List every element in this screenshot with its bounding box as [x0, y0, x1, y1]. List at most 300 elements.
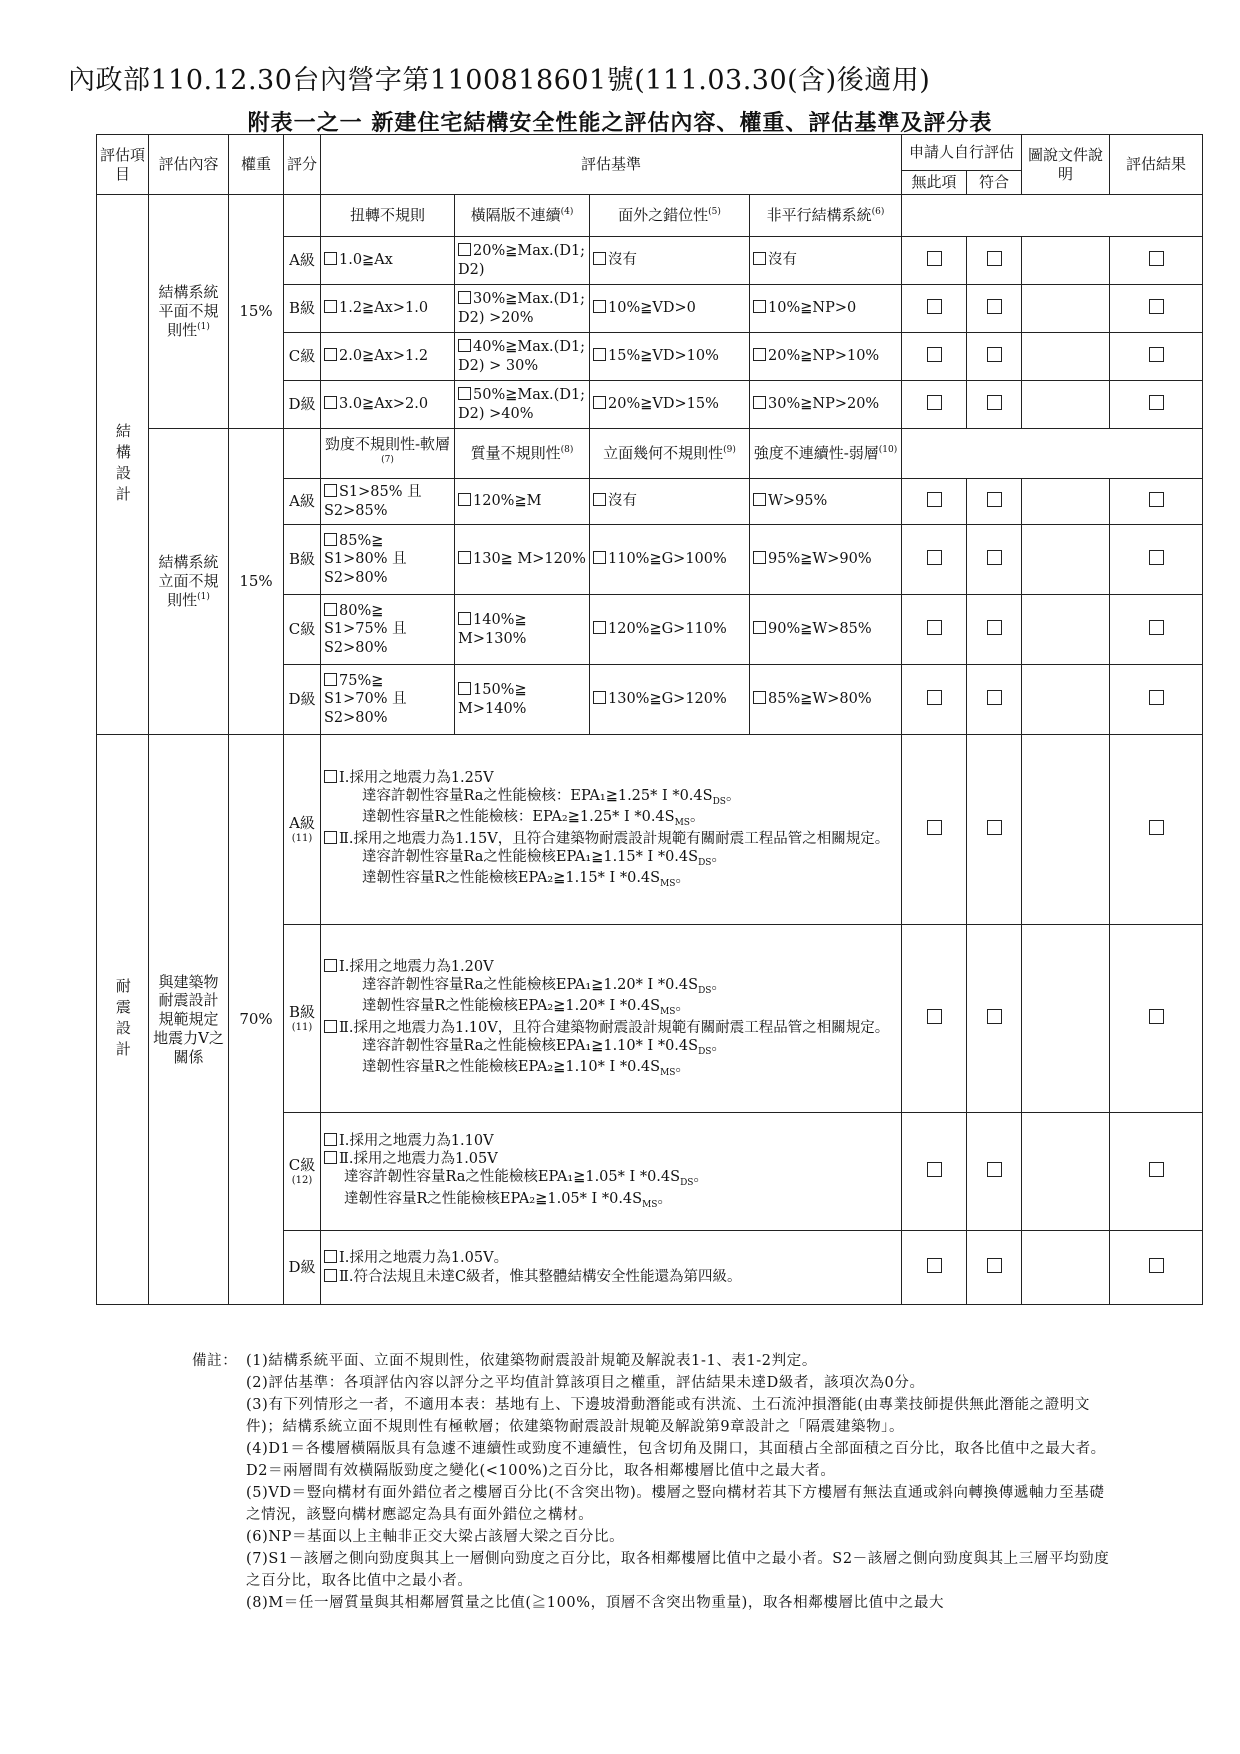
- checkbox[interactable]: [324, 673, 337, 686]
- checkbox[interactable]: [324, 252, 337, 265]
- plan-grade-a: A級: [284, 237, 321, 285]
- elev-col-3-sup: (10): [878, 445, 898, 456]
- elev-d-c0: [321, 665, 455, 735]
- criterion-sub: DS: [680, 1178, 694, 1189]
- result-checkbox[interactable]: [1149, 251, 1164, 266]
- table-title: 附表一之一 新建住宅結構安全性能之評估內容、權重、評估基準及評分表: [247, 110, 993, 136]
- head-applicant: 申請人自行評估: [902, 135, 1022, 171]
- plan-col-header-row: [97, 195, 1203, 237]
- plan-d-na: [902, 381, 967, 429]
- criterion-text: 沒有: [608, 493, 637, 510]
- checkbox[interactable]: [324, 1151, 337, 1164]
- plan-col-1-label: 橫隔版不連續: [470, 206, 561, 225]
- plan-b-c1: [455, 285, 590, 333]
- seismic-a-pass: [967, 735, 1022, 925]
- criterion-text: 120%≧M: [473, 493, 542, 510]
- seismic-d-result: [1110, 1231, 1203, 1305]
- pass-checkbox[interactable]: [987, 620, 1002, 635]
- elev-d-doc[interactable]: [1022, 665, 1110, 735]
- plan-c-c3: [750, 333, 902, 381]
- criterion-text: 30%≧NP>20%: [768, 396, 880, 413]
- checkbox[interactable]: [458, 682, 471, 695]
- elev-a-c0: [321, 479, 455, 525]
- elev-grade-a: A級: [284, 479, 321, 525]
- elev-a-c1: [455, 479, 590, 525]
- head-pass: 符合: [967, 171, 1022, 195]
- na-checkbox[interactable]: [927, 550, 942, 565]
- plan-col-3: [750, 195, 902, 237]
- checkbox[interactable]: [753, 348, 766, 361]
- note-1: (1)結構系統平面、立面不規則性，依建築物耐震設計規範及解說表1-1、表1-2判定。: [246, 1353, 817, 1369]
- head-item: 評估項目: [97, 135, 149, 195]
- criterion-text: 120%≧G>110%: [608, 621, 727, 638]
- criterion-text: 110%≧G>100%: [608, 551, 727, 568]
- criterion-text: 10%≧NP>0: [768, 300, 857, 317]
- seismic-grade-a-sup: (11): [291, 832, 313, 844]
- checkbox[interactable]: [324, 1269, 337, 1282]
- plan-d-c0: [321, 381, 455, 429]
- plan-a-pass: [967, 237, 1022, 285]
- result-checkbox[interactable]: [1149, 347, 1164, 362]
- elev-content-sup: (1): [197, 591, 210, 602]
- elev-col-3-label: 強度不連續性-弱層: [753, 444, 879, 463]
- document-header: 內政部110.12.30台內營字第1100818601號(111.03.30(含)後適用): [68, 65, 931, 96]
- plan-c-pass: [967, 333, 1022, 381]
- criterion-sub: MS: [642, 1199, 658, 1210]
- elev-c-c1: [455, 595, 590, 665]
- criterion-text: 20%≧NP>10%: [768, 348, 880, 365]
- plan-col-1: [455, 195, 590, 237]
- pass-checkbox[interactable]: [987, 347, 1002, 362]
- plan-b-c3: [750, 285, 902, 333]
- elev-d-na: [902, 665, 967, 735]
- result-checkbox[interactable]: [1149, 299, 1164, 314]
- elev-c-doc[interactable]: [1022, 595, 1110, 665]
- checkbox[interactable]: [324, 533, 337, 546]
- checkbox[interactable]: [324, 484, 337, 497]
- checkbox[interactable]: [324, 396, 337, 409]
- elev-b-na: [902, 525, 967, 595]
- seismic-grade-a-cell: [284, 735, 321, 925]
- checkbox[interactable]: [458, 339, 471, 352]
- criterion-text: Ⅱ.採用之地震力為1.15V，且符合建築物耐震設計規範有關耐震工程品管之相關規定。: [339, 830, 890, 847]
- checkbox[interactable]: [458, 551, 471, 564]
- result-checkbox[interactable]: [1149, 690, 1164, 705]
- criterion-text: 達韌性容量R之性能檢核EPA₂≧1.10* I *0.4S: [362, 1058, 661, 1075]
- elev-c-c3: [750, 595, 902, 665]
- elev-a-c3: [750, 479, 902, 525]
- na-checkbox[interactable]: [927, 347, 942, 362]
- notes-label: 備註：: [192, 1353, 238, 1369]
- checkbox[interactable]: [753, 621, 766, 634]
- plan-col-3-label: 非平行結構系統: [766, 206, 872, 225]
- struct-item: 結構設計: [113, 422, 132, 507]
- plan-c-result: [1110, 333, 1203, 381]
- plan-a-c2: [590, 237, 750, 285]
- elev-b-c0: [321, 525, 455, 595]
- checkbox[interactable]: [753, 551, 766, 564]
- pass-checkbox[interactable]: [987, 1009, 1002, 1024]
- elev-col-0-sup: (7): [381, 454, 394, 465]
- result-checkbox[interactable]: [1149, 820, 1164, 835]
- plan-d-c3: [750, 381, 902, 429]
- checkbox[interactable]: [753, 493, 766, 506]
- elev-col-1-label: 質量不規則性: [470, 444, 561, 463]
- criterion-sub: DS: [698, 857, 712, 868]
- criterion-text: Ⅱ.採用之地震力為1.05V: [339, 1151, 498, 1168]
- seismic-b-na: [902, 925, 967, 1113]
- checkbox[interactable]: [753, 252, 766, 265]
- note-3: (3)有下列情形之一者，不適用本表：基地有上、下邊坡滑動潛能或有洪流、土石流沖損潛能(由專業技師提供無此潛能之證明文件)；結構系統立面不規則性有極軟層；依建築物耐震設計規範及解說第9章設計之「隔震建築物」。: [246, 1397, 1090, 1435]
- criterion-text: 達容許韌性容量Ra之性能檢核EPA₁≧1.15* I *0.4S: [362, 848, 699, 865]
- checkbox[interactable]: [458, 612, 471, 625]
- checkbox[interactable]: [458, 243, 471, 256]
- criterion-text: Ⅰ.採用之地震力為1.05V。: [339, 1250, 509, 1267]
- elev-b-c2: [590, 525, 750, 595]
- plan-b-result: [1110, 285, 1203, 333]
- plan-c-c2: [590, 333, 750, 381]
- plan-col-0-label: 扭轉不規則: [349, 206, 425, 225]
- seismic-c-pass: [967, 1113, 1022, 1231]
- checkbox[interactable]: [324, 1133, 337, 1146]
- result-checkbox[interactable]: [1149, 1162, 1164, 1177]
- pass-checkbox[interactable]: [987, 251, 1002, 266]
- head-doc: 圖說文件說明: [1022, 135, 1110, 195]
- seismic-item: 耐震設計: [113, 977, 132, 1062]
- elev-col-2-sup: (9): [723, 445, 736, 456]
- notes-block: [192, 1350, 1112, 1614]
- head-result: 評估結果: [1110, 135, 1203, 195]
- seismic-grade-d: D級: [284, 1231, 321, 1305]
- head-na: 無此項: [902, 171, 967, 195]
- seismic-a-na: [902, 735, 967, 925]
- seismic-a-result: [1110, 735, 1203, 925]
- criterion-text: 140%≧ M>130%: [458, 612, 527, 647]
- pass-checkbox[interactable]: [987, 1162, 1002, 1177]
- elev-b-c3: [750, 525, 902, 595]
- criterion-text: 130≧ M>120%: [473, 551, 586, 568]
- plan-b-na: [902, 285, 967, 333]
- seismic-row-a: [97, 735, 1203, 925]
- notes-body: [246, 1350, 1112, 1614]
- head-content: 評估內容: [149, 135, 229, 195]
- result-checkbox[interactable]: [1149, 1258, 1164, 1273]
- checkbox[interactable]: [753, 396, 766, 409]
- criterion-text: 20%≧Max.(D1; D2): [458, 243, 586, 278]
- plan-content-cell: [149, 195, 229, 429]
- criterion-text: 80%≧ S1>75% 且S2>80%: [324, 603, 407, 656]
- plan-d-pass: [967, 381, 1022, 429]
- criterion-text: Ⅰ.採用之地震力為1.20V: [339, 959, 494, 976]
- elev-col-1: [455, 429, 590, 479]
- elev-content: 結構系統立面不規則性: [158, 553, 219, 609]
- plan-c-na: [902, 333, 967, 381]
- seismic-b-criteria: Ⅰ.採用之地震力為1.20V 達容許韌性容量Ra之性能檢核EPA₁≧1.20* I $*0.4S_{DS}$。 達韌性容量R之性能檢核EPA₂≧1.20* I $*0.4S_{MS}$。 Ⅱ.採用之地震力為1.10V，且符合建築物耐震設計規範有關耐震工程品管之相關規定。 達容許韌性容量Ra之性能檢核EPA₁≧1.10* I $*0.4S_{DS}$。 達韌性容量R之性能檢核EPA₂≧1.10* I $*0.4S_{MS}$。: [321, 925, 902, 1113]
- elev-b-result: [1110, 525, 1203, 595]
- seismic-b-result: [1110, 925, 1203, 1113]
- checkbox[interactable]: [324, 1250, 337, 1263]
- criterion-sub: DS: [698, 1046, 712, 1057]
- head-weight: 權重: [229, 135, 284, 195]
- criterion-text: 達容許韌性容量Ra之性能檢核：EPA₁≧1.25* I *0.4S: [362, 788, 713, 805]
- checkbox[interactable]: [458, 387, 471, 400]
- elev-grade-b: B級: [284, 525, 321, 595]
- seismic-grade-b-sup: (11): [291, 1021, 313, 1033]
- criterion-text: 20%≧VD>15%: [608, 396, 719, 413]
- elev-c-c0: [321, 595, 455, 665]
- checkbox[interactable]: [458, 291, 471, 304]
- criterion-text: Ⅰ.採用之地震力為1.10V: [339, 1133, 494, 1150]
- na-checkbox[interactable]: [927, 299, 942, 314]
- plan-c-c0: [321, 333, 455, 381]
- seismic-weight: 70%: [229, 735, 284, 1305]
- elev-a-na: [902, 479, 967, 525]
- criterion-text: 75%≧ S1>70% 且S2>80%: [324, 673, 407, 726]
- seismic-b-pass: [967, 925, 1022, 1113]
- plan-a-doc[interactable]: [1022, 237, 1110, 285]
- criterion-text: 95%≧W>90%: [768, 551, 872, 568]
- plan-c-c1: [455, 333, 590, 381]
- seismic-grade-b-cell: [284, 925, 321, 1113]
- criterion-text: 40%≧Max.(D1; D2) > 30%: [458, 339, 586, 374]
- criterion-text: 達韌性容量R之性能檢核EPA₂≧1.15* I *0.4S: [362, 869, 661, 886]
- criterion-text: 達韌性容量R之性能檢核：EPA₂≧1.25* I *0.4S: [362, 809, 675, 826]
- criterion-text: Ⅱ.採用之地震力為1.10V，且符合建築物耐震設計規範有關耐震工程品管之相關規定。: [339, 1019, 890, 1036]
- na-checkbox[interactable]: [927, 251, 942, 266]
- plan-d-c2: [590, 381, 750, 429]
- criterion-text: Ⅱ.符合法規且未達C級者，惟其整體結構安全性能還為第四級。: [339, 1268, 742, 1285]
- criterion-text: 85%≧ S1>80% 且S2>80%: [324, 533, 407, 586]
- elev-a-pass: [967, 479, 1022, 525]
- criterion-sub: DS: [698, 986, 712, 997]
- checkbox[interactable]: [324, 1020, 337, 1033]
- elev-content-cell: [149, 429, 229, 735]
- notes: [192, 1350, 1112, 1614]
- elev-a-c2: [590, 479, 750, 525]
- na-checkbox[interactable]: [927, 1258, 942, 1273]
- criterion-sub: MS: [674, 818, 690, 829]
- plan-a-c3: [750, 237, 902, 285]
- plan-col-1-sup: (4): [560, 207, 574, 218]
- plan-header-right-blank: [902, 195, 1203, 237]
- elev-b-pass: [967, 525, 1022, 595]
- plan-grade-b: B級: [284, 285, 321, 333]
- na-checkbox[interactable]: [927, 820, 942, 835]
- checkbox[interactable]: [324, 348, 337, 361]
- seismic-d-criteria: [321, 1231, 902, 1305]
- pass-checkbox[interactable]: [987, 395, 1002, 410]
- criterion-sub: MS: [660, 878, 676, 889]
- seismic-grade-c: C級: [288, 1155, 316, 1174]
- plan-d-doc[interactable]: [1022, 381, 1110, 429]
- criterion-text: 1.2≧Ax>1.0: [339, 300, 429, 317]
- plan-d-c1: [455, 381, 590, 429]
- elev-c-c2: [590, 595, 750, 665]
- criterion-text: 沒有: [608, 252, 637, 269]
- plan-d-result: [1110, 381, 1203, 429]
- seismic-c-doc[interactable]: [1022, 1113, 1110, 1231]
- elev-col-2: [590, 429, 750, 479]
- checkbox[interactable]: [593, 252, 606, 265]
- seismic-grade-c-sup: (12): [291, 1174, 313, 1186]
- elev-header-blank: [284, 429, 321, 479]
- elev-d-pass: [967, 665, 1022, 735]
- checkbox[interactable]: [593, 621, 606, 634]
- elev-col-2-label: 立面幾何不規則性: [603, 444, 724, 463]
- result-checkbox[interactable]: [1149, 492, 1164, 507]
- checkbox[interactable]: [593, 691, 606, 704]
- checkbox[interactable]: [593, 300, 606, 313]
- elev-grade-c: C級: [284, 595, 321, 665]
- checkbox[interactable]: [593, 551, 606, 564]
- pass-checkbox[interactable]: [987, 550, 1002, 565]
- criterion-text: 2.0≧Ax>1.2: [339, 348, 429, 365]
- pass-checkbox[interactable]: [987, 820, 1002, 835]
- result-checkbox[interactable]: [1149, 1009, 1164, 1024]
- seismic-d-na: [902, 1231, 967, 1305]
- plan-a-na: [902, 237, 967, 285]
- elev-header-right-blank: [902, 429, 1203, 479]
- criterion-text: 達容許韌性容量Ra之性能檢核EPA₁≧1.10* I *0.4S: [362, 1037, 699, 1054]
- seismic-c-criteria: Ⅰ.採用之地震力為1.10V Ⅱ.採用之地震力為1.05V 達容許韌性容量Ra之性能檢核EPA₁≧1.05* I $*0.4S_{DS}$。 達韌性容量R之性能檢核EPA₂≧1.05* I $*0.4S_{MS}$。: [321, 1113, 902, 1231]
- seismic-b-doc[interactable]: [1022, 925, 1110, 1113]
- elev-grade-d: D級: [284, 665, 321, 735]
- plan-b-doc[interactable]: [1022, 285, 1110, 333]
- seismic-content: 與建築物耐震設計規範規定地震力V之關係: [149, 735, 229, 1305]
- criterion-text: 3.0≧Ax>2.0: [339, 396, 429, 413]
- pass-checkbox[interactable]: [987, 492, 1002, 507]
- seismic-c-na: [902, 1113, 967, 1231]
- result-checkbox[interactable]: [1149, 550, 1164, 565]
- plan-c-doc[interactable]: [1022, 333, 1110, 381]
- elev-c-pass: [967, 595, 1022, 665]
- note-5: (5)VD＝豎向構材有面外錯位者之樓層百分比(不含突出物)。樓層之豎向構材若其下方樓層有無法直通或斜向轉換傳遞軸力至基礎之情況，該豎向構材應認定為具有面外錯位之構材。: [246, 1485, 1105, 1523]
- checkbox[interactable]: [324, 831, 337, 844]
- criterion-text: 1.0≧Ax: [339, 252, 393, 269]
- criterion-text: 達韌性容量R之性能檢核EPA₂≧1.20* I *0.4S: [362, 998, 661, 1015]
- plan-col-0: [321, 195, 455, 237]
- criterion-text: 沒有: [768, 252, 797, 269]
- criterion-text: 130%≧G>120%: [608, 691, 727, 708]
- checkbox[interactable]: [753, 691, 766, 704]
- checkbox[interactable]: [458, 493, 471, 506]
- elev-d-c2: [590, 665, 750, 735]
- elev-c-na: [902, 595, 967, 665]
- elev-d-c3: [750, 665, 902, 735]
- elev-col-1-sup: (8): [560, 445, 574, 456]
- seismic-d-doc[interactable]: [1022, 1231, 1110, 1305]
- result-checkbox[interactable]: [1149, 620, 1164, 635]
- na-checkbox[interactable]: [927, 690, 942, 705]
- result-checkbox[interactable]: [1149, 395, 1164, 410]
- criterion-sub: MS: [660, 1007, 676, 1018]
- criterion-sub: DS: [712, 797, 726, 808]
- criterion-text: 85%≧W>80%: [768, 691, 872, 708]
- na-checkbox[interactable]: [927, 492, 942, 507]
- na-checkbox[interactable]: [927, 1162, 942, 1177]
- elev-b-doc[interactable]: [1022, 525, 1110, 595]
- criterion-text: 30%≧Max.(D1; D2) >20%: [458, 291, 586, 326]
- elev-col-0: [321, 429, 455, 479]
- na-checkbox[interactable]: [927, 395, 942, 410]
- criterion-text: 15%≧VD>10%: [608, 348, 719, 365]
- criterion-text: 90%≧W>85%: [768, 621, 872, 638]
- plan-col-2-label: 面外之錯位性: [618, 206, 709, 225]
- plan-content: 結構系統平面不規則性: [158, 283, 219, 339]
- plan-b-c2: [590, 285, 750, 333]
- seismic-a-criteria: Ⅰ.採用之地震力為1.25V 達容許韌性容量Ra之性能檢核：EPA₁≧1.25* I $*0.4S_{DS}$。 達韌性容量R之性能檢核：EPA₂≧1.25* I $*0.4S_{MS}$。 Ⅱ.採用之地震力為1.15V，且符合建築物耐震設計規範有關耐震工程品管之相關規定。 達容許韌性容量Ra之性能檢核EPA₁≧1.15* I $*0.4S_{DS}$。 達韌性容量R之性能檢核EPA₂≧1.15* I $*0.4S_{MS}$。: [321, 735, 902, 925]
- na-checkbox[interactable]: [927, 1009, 942, 1024]
- checkbox[interactable]: [324, 959, 337, 972]
- struct-item-cell: [97, 195, 149, 735]
- elev-weight: 15%: [229, 429, 284, 735]
- checkbox[interactable]: [593, 348, 606, 361]
- evaluation-table: [96, 134, 1203, 1305]
- plan-b-pass: [967, 285, 1022, 333]
- seismic-c-result: [1110, 1113, 1203, 1231]
- pass-checkbox[interactable]: [987, 299, 1002, 314]
- elev-c-result: [1110, 595, 1203, 665]
- elev-a-result: [1110, 479, 1203, 525]
- seismic-item-cell: [97, 735, 149, 1305]
- criterion-text: Ⅰ.採用之地震力為1.25V: [339, 770, 494, 787]
- seismic-grade-b: B級: [288, 1002, 316, 1021]
- criterion-text: 150%≧ M>140%: [458, 682, 527, 717]
- note-8: (8)M＝任一層質量與其相鄰層質量之比值(≧100%，頂層不含突出物重量)，取各相鄰樓層比值中之最大: [246, 1595, 945, 1611]
- plan-col-2-sup: (5): [708, 207, 721, 218]
- na-checkbox[interactable]: [927, 620, 942, 635]
- head-score: 評分: [284, 135, 321, 195]
- checkbox[interactable]: [753, 300, 766, 313]
- note-6: (6)NP＝基面以上主軸非正交大梁占該層大梁之百分比。: [246, 1529, 625, 1545]
- note-2: (2)評估基準：各項評估內容以評分之平均值計算該項目之權重，評估結果未達D級者，該項次為0分。: [246, 1375, 925, 1391]
- pass-checkbox[interactable]: [987, 1258, 1002, 1273]
- plan-a-result: [1110, 237, 1203, 285]
- plan-b-c0: [321, 285, 455, 333]
- seismic-d-pass: [967, 1231, 1022, 1305]
- criterion-text: W>95%: [768, 493, 828, 510]
- criterion-text: S1>85% 且S2>85%: [324, 484, 422, 519]
- plan-a-c0: [321, 237, 455, 285]
- note-4: (4)D1＝各樓層橫隔版具有急遽不連續性或勁度不連續性，包含切角及開口，其面積占全部面積之百分比，取各比值中之最大者。D2＝兩層間有效橫隔版勁度之變化(<100%)之百分比，取各相鄰樓層比值中之最大者。: [246, 1441, 1106, 1479]
- checkbox[interactable]: [324, 300, 337, 313]
- elev-col-header-row: [97, 429, 1203, 479]
- checkbox[interactable]: [593, 396, 606, 409]
- criterion-text: 達容許韌性容量Ra之性能檢核EPA₁≧1.05* I *0.4S: [344, 1169, 681, 1186]
- criterion-text: 50%≧Max.(D1; D2) >40%: [458, 387, 586, 422]
- checkbox[interactable]: [324, 603, 337, 616]
- criterion-text: 達韌性容量R之性能檢核EPA₂≧1.05* I *0.4S: [344, 1190, 643, 1207]
- pass-checkbox[interactable]: [987, 690, 1002, 705]
- seismic-grade-a: A級: [289, 813, 315, 832]
- criterion-text: 10%≧VD>0: [608, 300, 696, 317]
- criterion-text: 達容許韌性容量Ra之性能檢核EPA₁≧1.20* I *0.4S: [362, 977, 699, 994]
- checkbox[interactable]: [324, 770, 337, 783]
- elev-a-doc[interactable]: [1022, 479, 1110, 525]
- head-criteria: 評估基準: [321, 135, 902, 195]
- note-7: (7)S1－該層之側向勁度與其上一層側向勁度之百分比，取各相鄰樓層比值中之最小者。S2－該層之側向勁度與其上三層平均勁度之百分比，取各比值中之最小者。: [246, 1551, 1110, 1589]
- plan-weight: 15%: [229, 195, 284, 429]
- plan-grade-c: C級: [284, 333, 321, 381]
- checkbox[interactable]: [593, 493, 606, 506]
- seismic-a-doc[interactable]: [1022, 735, 1110, 925]
- plan-header-blank: [284, 195, 321, 237]
- plan-grade-d: D級: [284, 381, 321, 429]
- elev-col-0-label: 勁度不規則性-軟層: [324, 434, 451, 453]
- elev-b-c1: [455, 525, 590, 595]
- plan-col-2: [590, 195, 750, 237]
- criterion-sub: MS: [660, 1067, 676, 1078]
